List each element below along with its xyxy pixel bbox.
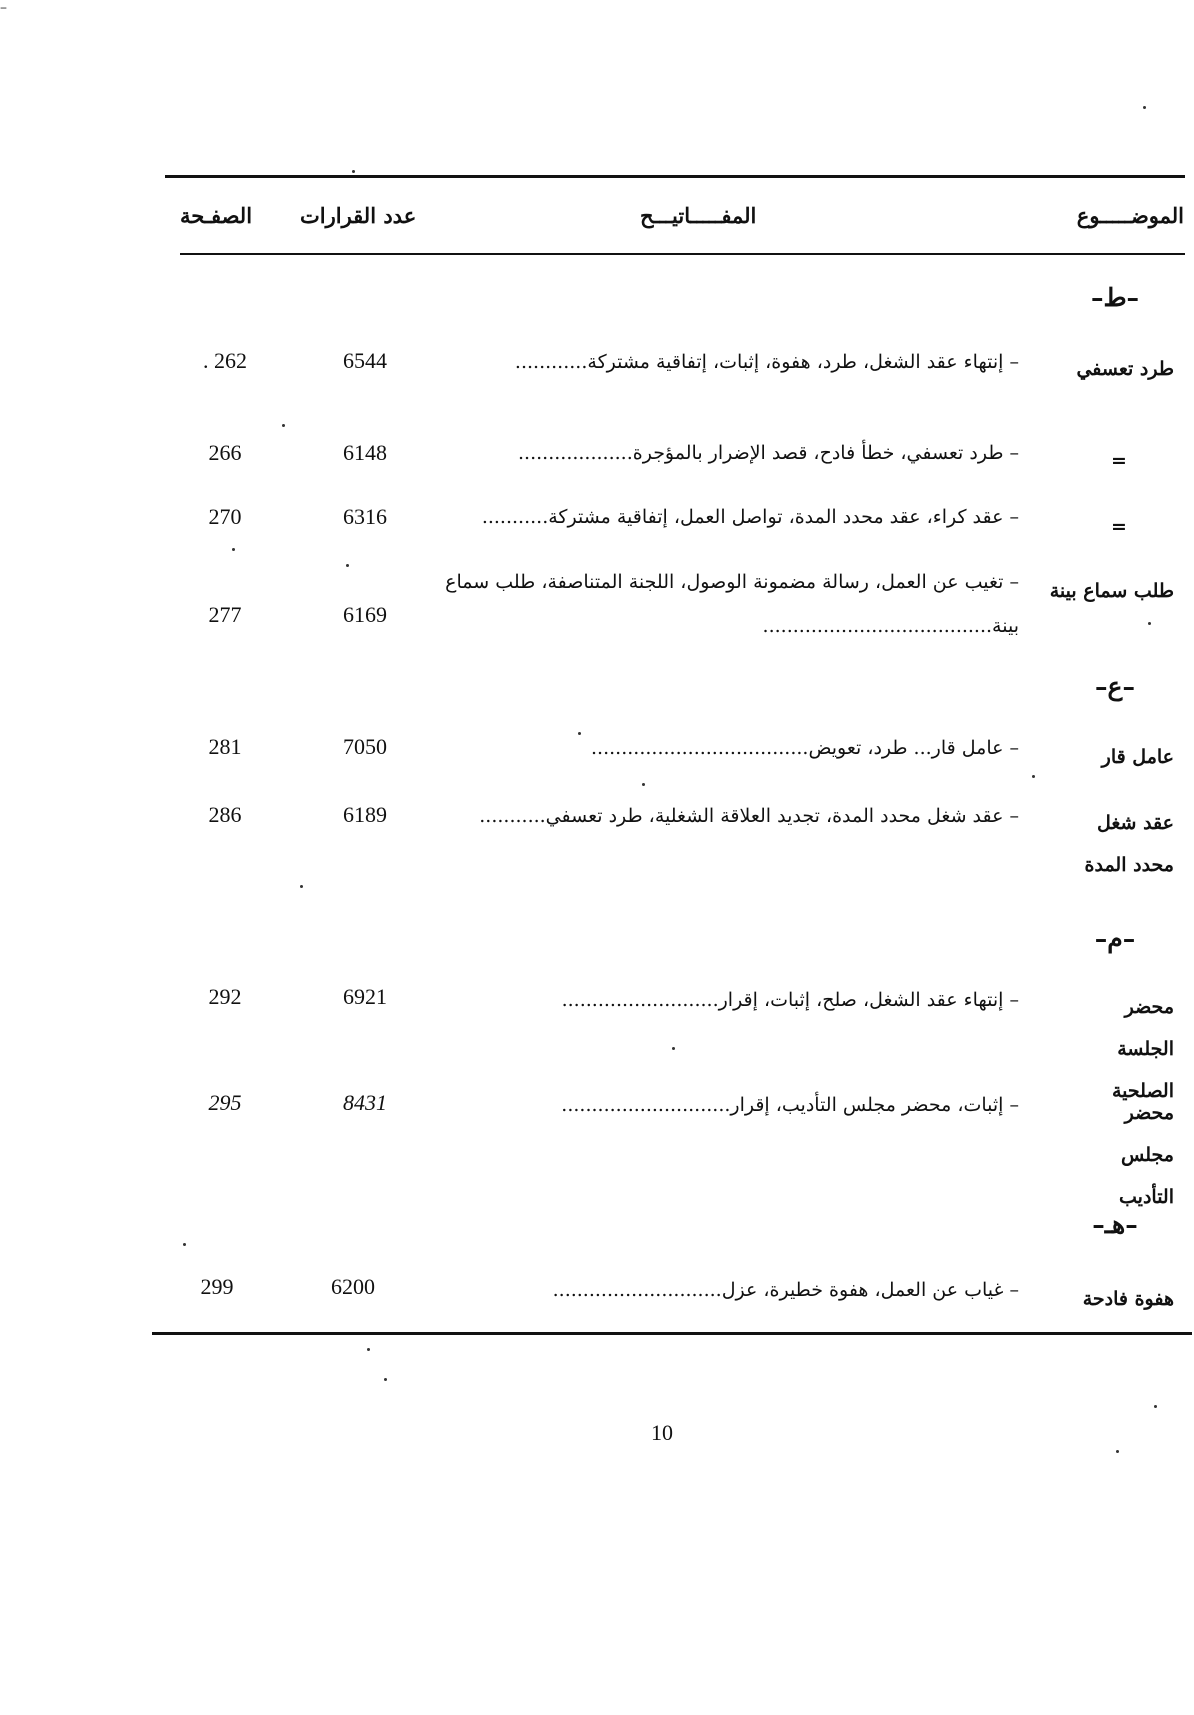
row-page: 270: [208, 504, 242, 529]
section-letter-m: –م–: [1094, 924, 1136, 953]
row-subject: هفوة فادحة: [1082, 1288, 1174, 1310]
row-keywords: – تغيب عن العمل، رسالة مضمونة الوصول، اللجنة المتناصفة، طلب سماع بينة......................................: [445, 571, 1019, 637]
row-subject: عقد شغل محدد المدة: [1084, 812, 1174, 876]
row-count: 6148: [343, 440, 387, 465]
header-bottom-rule: [180, 253, 1185, 255]
row-keywords: – طرد تعسفي، خطأ فادح، قصد الإضرار بالمؤجرة...................: [518, 442, 1019, 464]
row-keywords: – إنتهاء عقد الشغل، صلح، إثبات، إقرار..........................: [561, 989, 1019, 1011]
scan-speck: [578, 732, 581, 735]
row-page: 277: [208, 602, 242, 627]
scan-speck: [1143, 106, 1146, 109]
row-count: 6316: [343, 504, 387, 529]
header-count: عدد القرارات: [300, 203, 417, 228]
row-keywords: – غياب عن العمل، هفوة خطيرة، عزل............................: [552, 1279, 1019, 1301]
row-subject: محضر الجلسة الصلحية: [1111, 996, 1174, 1102]
header-top-rule: [165, 175, 1185, 178]
row-page: . 262: [203, 348, 247, 373]
row-keywords: – عقد شغل محدد المدة، تجديد العلاقة الشغلية، طرد تعسفي...........: [479, 805, 1019, 827]
row-count: 6921: [343, 984, 387, 1009]
row-page: 295: [208, 1090, 242, 1115]
scan-speck: [384, 1378, 387, 1381]
scan-speck: [352, 170, 355, 173]
row-count: 6544: [343, 348, 387, 373]
row-count: 7050: [343, 734, 387, 759]
section-letter-t: –ط–: [1090, 283, 1140, 312]
scan-speck: [1148, 622, 1151, 625]
scan-speck: [232, 548, 235, 551]
row-keywords: – عامل قار... طرد، تعويض....................................: [591, 737, 1019, 759]
scan-speck: [367, 1348, 370, 1351]
scan-speck: [1032, 775, 1035, 778]
row-count: 6189: [343, 802, 387, 827]
row-subject: طرد تعسفي: [1076, 358, 1174, 380]
scan-speck: [183, 1243, 186, 1246]
header-keywords: المفـــــاتيـــح: [640, 203, 757, 228]
row-subject: عامل قار: [1101, 746, 1174, 768]
row-keywords: – إثبات، محضر مجلس التأديب، إقرار............................: [561, 1094, 1019, 1116]
row-subject: طلب سماع بينة: [1049, 580, 1174, 602]
row-page: 266: [208, 440, 242, 465]
row-count: 8431: [343, 1090, 387, 1115]
section-letter-ain: –ع–: [1095, 672, 1135, 701]
scan-speck: [1154, 1405, 1157, 1408]
scan-speck: [300, 885, 303, 888]
scan-speck: [282, 424, 285, 427]
scan-speck: [642, 783, 645, 786]
table-bottom-rule: [152, 1332, 1192, 1335]
row-keywords: – عقد كراء، عقد محدد المدة، تواصل العمل، إتفاقية مشتركة...........: [481, 506, 1019, 528]
row-count: 6200: [331, 1274, 375, 1299]
row-page: 292: [208, 984, 242, 1009]
header-page: الصفـحة: [180, 203, 253, 228]
row-count: 6169: [343, 602, 387, 627]
row-page: 299: [200, 1274, 234, 1299]
row-keywords: – إنتهاء عقد الشغل، طرد، هفوة، إثبات، إتفاقية مشتركة............: [514, 351, 1019, 373]
scan-speck: [346, 564, 349, 567]
page-number: 10: [651, 1420, 673, 1445]
corner-mark: –: [0, 0, 7, 16]
header-subject: الموضـــــوع: [1076, 203, 1184, 228]
row-subject-ditto: =: [1111, 516, 1127, 538]
row-page: 281: [208, 734, 242, 759]
scan-speck: [672, 1047, 675, 1050]
row-page: 286: [208, 802, 242, 827]
row-subject-ditto: =: [1111, 450, 1127, 472]
row-subject: محضر مجلس التأديب: [1119, 1102, 1174, 1208]
section-letter-h: –هـ–: [1092, 1210, 1138, 1239]
scan-speck: [1116, 1450, 1119, 1453]
